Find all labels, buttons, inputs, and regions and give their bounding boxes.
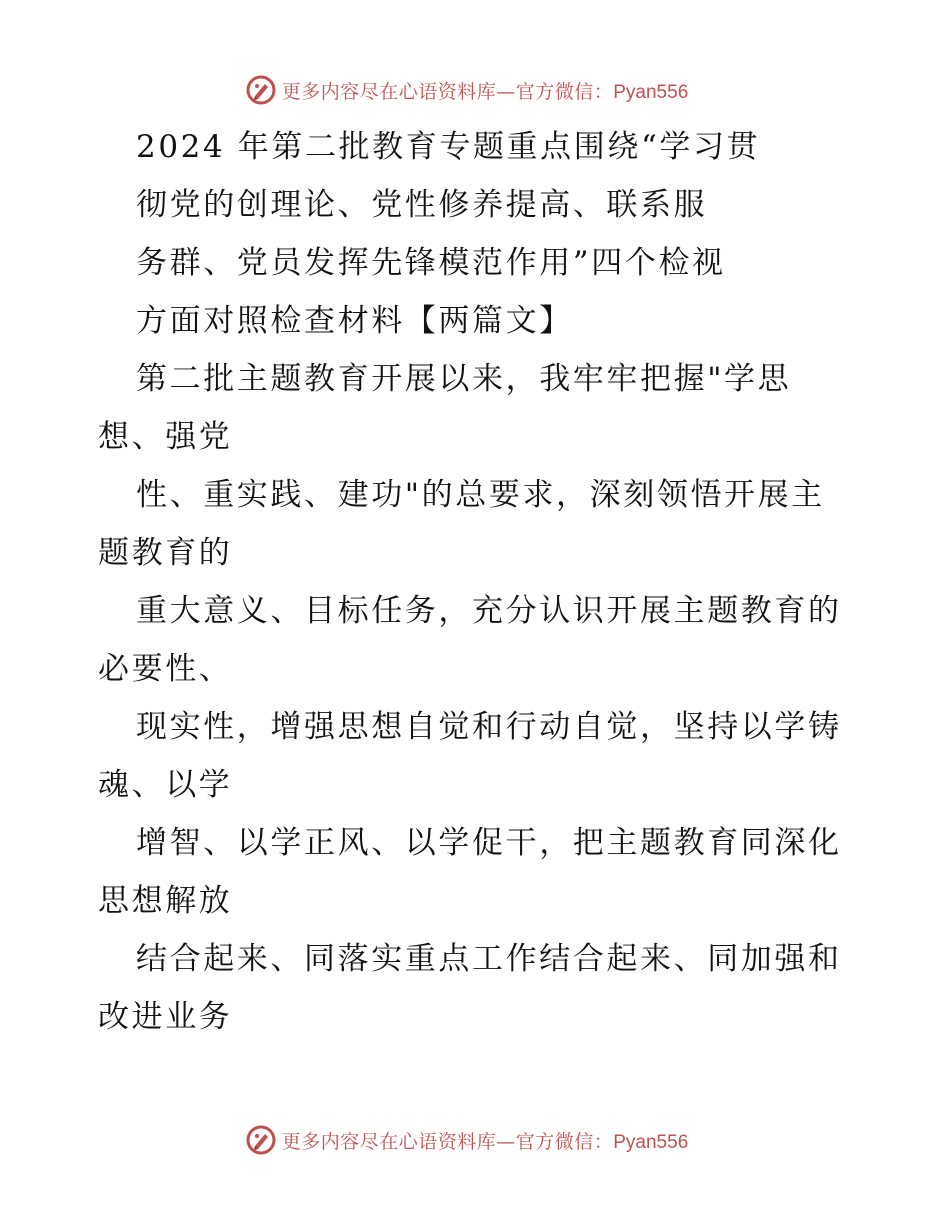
- body-line: 必要性、: [98, 651, 233, 687]
- body-line: 想、强党: [98, 419, 233, 455]
- header-banner-cn: 更多内容尽在心语资料库—官方微信：: [281, 80, 614, 103]
- title-line: 2024 年第二批教育专题重点围绕“学习贯: [136, 129, 761, 165]
- pen-logo-icon: [246, 1125, 276, 1155]
- title-line: 方面对照检查材料【两篇文】: [136, 303, 573, 339]
- body-line: 增智、以学正风、以学促干，把主题教育同深化: [136, 825, 842, 861]
- body-line: 第二批主题教育开展以来，我牢牢把握"学思: [136, 361, 792, 397]
- body-line: 结合起来、同落实重点工作结合起来、同加强和: [136, 941, 842, 977]
- body-line: 思想解放: [98, 883, 233, 919]
- document-body: [98, 118, 898, 1046]
- body-line: 现实性，增强思想自觉和行动自觉，坚持以学铸: [136, 709, 842, 745]
- header-banner: [0, 70, 950, 110]
- footer-banner-cn: 更多内容尽在心语资料库—官方微信：: [281, 1130, 614, 1153]
- body-line: 重大意义、目标任务，充分认识开展主题教育的: [136, 593, 842, 629]
- body-line: 改进业务: [98, 999, 233, 1035]
- header-banner-text: [282, 77, 689, 104]
- footer-banner-inner: [246, 1125, 689, 1155]
- title-line: 彻党的创理论、党性修养提高、联系服: [136, 187, 708, 223]
- body-line: 题教育的: [98, 535, 233, 571]
- header-banner-id: Pyan556: [613, 81, 689, 103]
- header-banner-inner: [246, 75, 689, 105]
- footer-banner-id: Pyan556: [613, 1131, 689, 1153]
- footer-banner: [0, 1120, 950, 1160]
- pen-logo-icon: [246, 75, 276, 105]
- body-line: 性、重实践、建功"的总要求，深刻领悟开展主: [136, 477, 825, 513]
- footer-banner-text: [282, 1127, 689, 1154]
- body-line: 魂、以学: [98, 767, 233, 803]
- title-line: 务群、党员发挥先锋模范作用”四个检视: [136, 245, 726, 281]
